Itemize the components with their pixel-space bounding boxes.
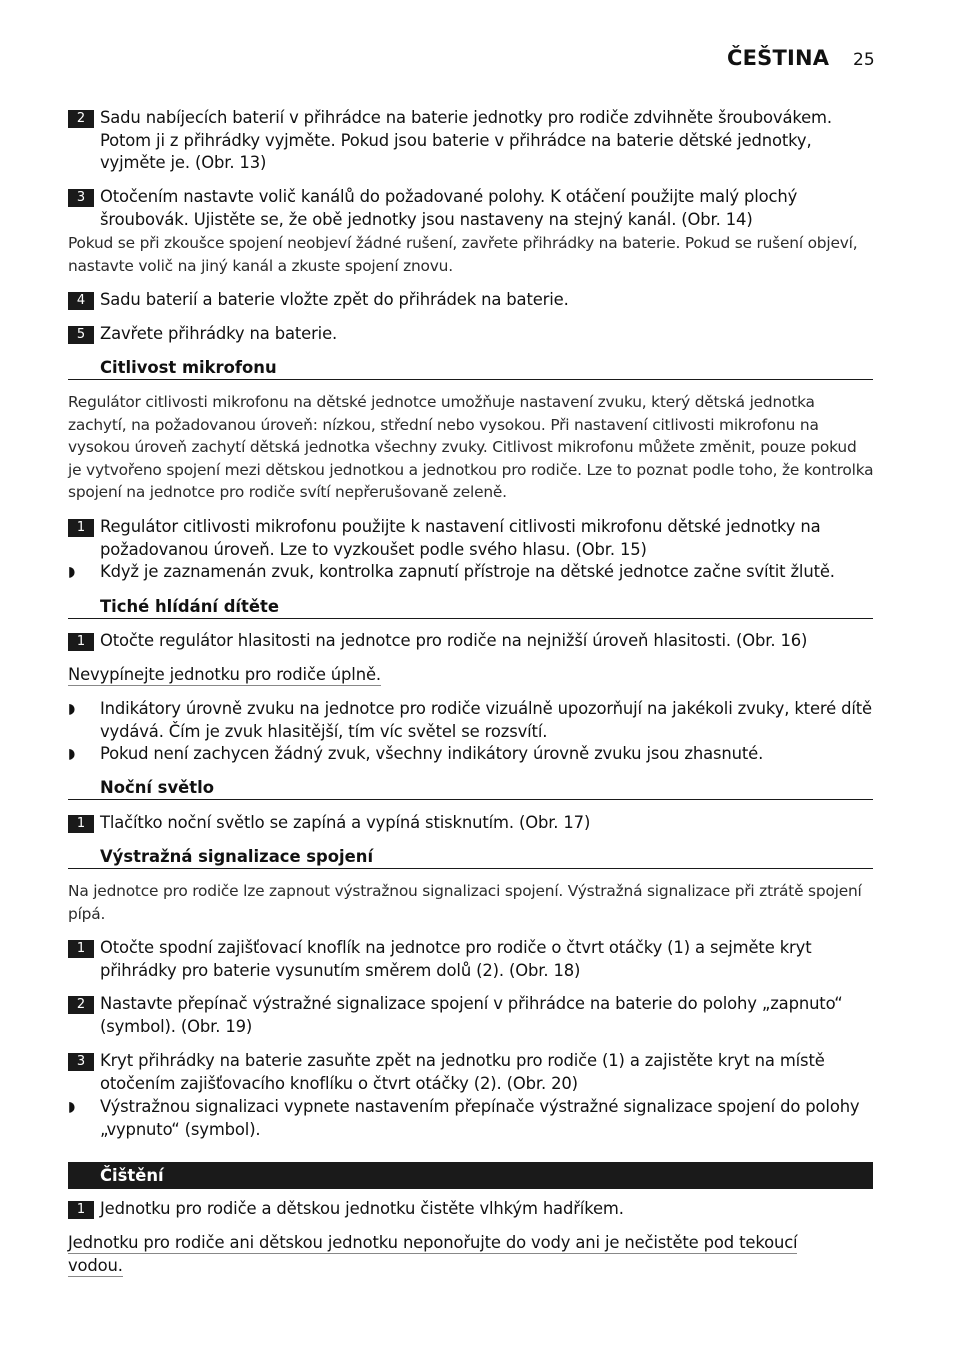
step-number: 1: [68, 940, 94, 958]
step-text: Sadu nabíjecích baterií v přihrádce na baterie jednotky pro rodiče zdvihněte šroubovákem. Potom ji z přihrádky vyjměte. Pokud jsou baterie v přihrádce na baterie dětské jednotky, vyjměte je. (Obr. 13): [100, 108, 832, 172]
subsection-heading: Výstražná signalizace spojení: [68, 846, 873, 869]
bullet-text: Výstražnou signalizaci vypnete nastavením přepínače výstražné signalizace spojení do polohy „vypnuto“ (symbol).: [100, 1097, 860, 1139]
step-text: Jednotku pro rodiče a dětskou jednotku čistěte vlhkým hadříkem.: [100, 1199, 624, 1218]
step-item: [68, 323, 874, 346]
step-number: 1: [68, 1201, 94, 1219]
intro-paragraph: Regulátor citlivosti mikrofonu na dětské jednotce umožňuje nastavení zvuku, který dětská jednotka zachytí, na požadovanou úroveň: nízkou, střední nebo vysokou. Při nastavení citlivosti mikrofonu na vysokou úroveň zachytí dětská jednotka všechny zvuky. Citlivost mikrofonu můžete změnit, pouze pokud je vytvořeno spojení mezi dětskou jednotkou a jednotkou pro rodiče. Lze to poznat podle toho, že kontrolka spojení na jednotce pro rodiče svítí nepřerušovaně zeleně.: [68, 393, 874, 501]
bullet-item: [68, 1096, 874, 1141]
step-item: [68, 812, 874, 835]
step-number: 5: [68, 326, 94, 344]
bullet-item: [68, 561, 874, 584]
subsection-heading: Noční světlo: [68, 777, 873, 800]
step-item: [68, 937, 874, 982]
bullet-item: [68, 698, 874, 743]
bullet-text: Pokud není zachycen žádný zvuk, všechny indikátory úrovně zvuku jsou zhasnuté.: [100, 744, 764, 763]
step-number: 3: [68, 189, 94, 207]
step-number: 2: [68, 996, 94, 1014]
step-text: Otočte regulátor hlasitosti na jednotce pro rodiče na nejnižší úroveň hlasitosti. (Obr. 16): [100, 631, 808, 650]
subsection-heading: Tiché hlídání dítěte: [68, 596, 873, 619]
bullet-icon: ◗: [68, 701, 76, 717]
page-number: 25: [853, 50, 875, 70]
step-item: [68, 516, 874, 561]
step-item: [68, 1198, 874, 1221]
step-text: Otočením nastavte volič kanálů do požadované polohy. K otáčení použijte malý plochý šroubovák. Ujistěte se, že obě jednotky jsou nastaveny na stejný kanál. (Obr. 14): [100, 187, 798, 229]
note-paragraph: Pokud se při zkoušce spojení neobjeví žádné rušení, zavřete přihrádky na baterie. Pokud se rušení objeví, nastavte volič na jiný kanál a zkuste spojení znovu.: [68, 234, 858, 275]
step-text: Kryt přihrádky na baterie zasuňte zpět na jednotku pro rodiče (1) a zajistěte kryt na místě otočením zajišťovacího knoflíku o čtvrt otáčky (2). (Obr. 20): [100, 1051, 825, 1093]
warning-text: Nevypínejte jednotku pro rodiče úplně.: [68, 665, 381, 684]
bullet-item: [68, 743, 874, 766]
step-item: [68, 289, 874, 312]
intro-paragraph: Na jednotce pro rodiče lze zapnout výstražnou signalizaci spojení. Výstražná signalizace při ztrátě spojení pípá.: [68, 882, 862, 923]
bullet-icon: ◗: [68, 746, 76, 762]
step-number: 2: [68, 110, 94, 128]
step-number: 1: [68, 815, 94, 833]
step-number: 1: [68, 633, 94, 651]
step-text: Sadu baterií a baterie vložte zpět do přihrádek na baterie.: [100, 290, 569, 309]
step-text: Otočte spodní zajišťovací knoflík na jednotce pro rodiče o čtvrt otáčky (1) a sejměte kryt přihrádky pro baterie vysunutím směrem dolů (2). (Obr. 18): [100, 938, 812, 980]
step-item: [68, 107, 874, 175]
step-item: [68, 630, 874, 653]
section-language-title: ČEŠTINA: [727, 46, 830, 70]
step-text: Zavřete přihrádky na baterie.: [100, 324, 338, 343]
step-text: Nastavte přepínač výstražné signalizace spojení v přihrádce na baterie do polohy „zapnuto“ (symbol). (Obr. 19): [100, 994, 843, 1036]
bullet-text: Když je zaznamenán zvuk, kontrolka zapnutí přístroje na dětské jednotce začne svítit žlutě.: [100, 562, 835, 581]
subsection-heading: Citlivost mikrofonu: [68, 357, 873, 380]
bullet-text: Indikátory úrovně zvuku na jednotce pro rodiče vizuálně upozorňují na jakékoli zvuky, které dítě vydává. Čím je zvuk hlasitější, tím víc světel se rozsvítí.: [100, 699, 872, 741]
step-number: 3: [68, 1053, 94, 1071]
step-number: 1: [68, 519, 94, 537]
step-text: Regulátor citlivosti mikrofonu použijte k nastavení citlivosti mikrofonu dětské jednotky na požadovanou úroveň. Lze to vyzkoušet podle svého hlasu. (Obr. 15): [100, 517, 821, 559]
step-item: [68, 993, 874, 1038]
step-item: [68, 1050, 874, 1095]
bullet-icon: ◗: [68, 1099, 76, 1115]
warning-text: Jednotku pro rodiče ani dětskou jednotku neponořujte do vody ani je nečistěte pod tekoucí vodou.: [68, 1233, 798, 1275]
section-heading-bar: Čištění: [68, 1162, 873, 1189]
step-text: Tlačítko noční světlo se zapíná a vypíná stisknutím. (Obr. 17): [100, 813, 591, 832]
step-item: [68, 186, 874, 231]
bullet-icon: ◗: [68, 564, 76, 580]
step-number: 4: [68, 292, 94, 310]
